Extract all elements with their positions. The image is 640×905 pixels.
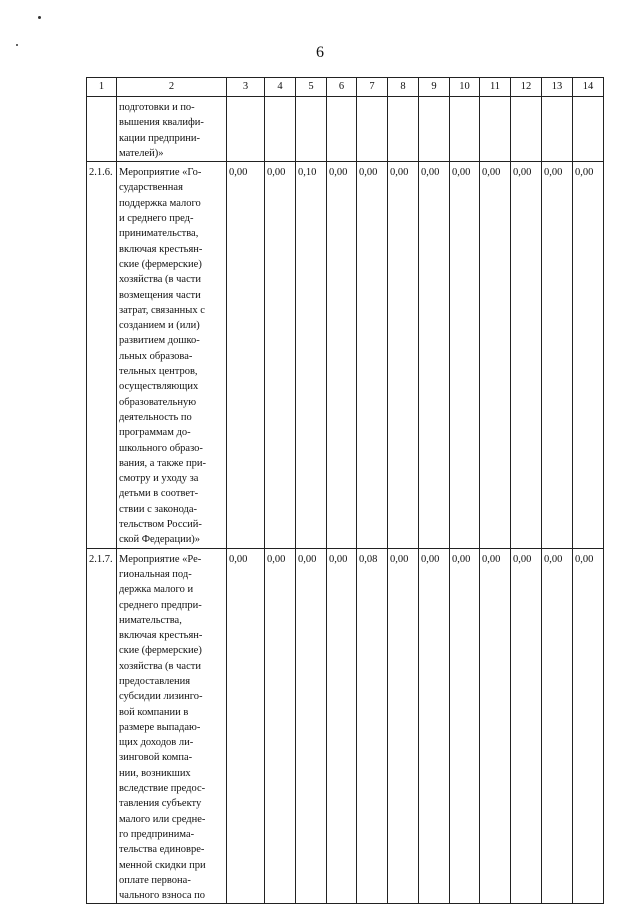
description-line: созданием и (или) xyxy=(119,320,200,332)
description-line: смотру и уходу за xyxy=(119,473,199,485)
value-cell: 0,00 xyxy=(450,548,480,904)
value-cell: 0,00 xyxy=(480,548,511,904)
description-line: Мероприятие «Го- xyxy=(119,167,202,179)
description-line: вой компании в xyxy=(119,706,189,718)
value-cell: 0,00 xyxy=(511,548,542,904)
description-line: предоставления xyxy=(119,675,191,687)
description-line: включая крестьян- xyxy=(119,243,203,255)
header-cell: 9 xyxy=(419,78,450,97)
description-line: ской Федерации)» xyxy=(119,534,201,546)
value-cell xyxy=(296,97,327,162)
description-line: тавления субъекту xyxy=(119,798,202,810)
description-line: тельных центров, xyxy=(119,366,198,378)
row-code: 2.1.7. xyxy=(87,548,117,904)
value-cell: 0,00 xyxy=(388,548,419,904)
value-cell xyxy=(480,97,511,162)
description-line: ские (фермерские) xyxy=(119,645,202,657)
value-cell xyxy=(265,97,296,162)
value-cell xyxy=(357,97,388,162)
value-cell: 0,00 xyxy=(296,548,327,904)
scan-speck-1 xyxy=(38,16,41,19)
description-line: вания, а также при- xyxy=(119,457,206,469)
description-line: принимательства, xyxy=(119,228,199,240)
description-line: тельством Россий- xyxy=(119,519,202,531)
header-cell: 10 xyxy=(450,78,480,97)
table-row xyxy=(87,97,604,162)
value-cell: 0,00 xyxy=(419,162,450,548)
description-line: программам до- xyxy=(119,427,191,439)
description-line: ствии с законода- xyxy=(119,503,198,515)
header-row xyxy=(87,78,604,97)
header-cell: 8 xyxy=(388,78,419,97)
header-cell: 14 xyxy=(573,78,604,97)
value-cell: 0,00 xyxy=(265,162,296,548)
description-line: нии, возникших xyxy=(119,767,191,779)
value-cell: 0,00 xyxy=(542,162,573,548)
header-cell: 2 xyxy=(117,78,227,97)
row-description xyxy=(117,162,227,548)
description-line: го предпринима- xyxy=(119,828,195,840)
header-cell: 6 xyxy=(327,78,357,97)
header-cell: 5 xyxy=(296,78,327,97)
description-line: возмещения части xyxy=(119,289,201,301)
value-cell: 0,00 xyxy=(388,162,419,548)
row-description xyxy=(117,97,227,162)
description-line: держка малого и xyxy=(119,584,194,596)
description-line: образовательную xyxy=(119,396,197,408)
value-cell: 0,00 xyxy=(542,548,573,904)
header-cell: 7 xyxy=(357,78,388,97)
value-cell: 0,00 xyxy=(419,548,450,904)
value-cell xyxy=(542,97,573,162)
header-cell: 3 xyxy=(227,78,265,97)
description-line: зинговой компа- xyxy=(119,752,193,764)
description-line: подготовки и по- xyxy=(119,102,195,113)
value-cell: 0,08 xyxy=(357,548,388,904)
value-cell: 0,00 xyxy=(480,162,511,548)
description-line: размере выпадаю- xyxy=(119,721,201,733)
description-line: чального взноса по xyxy=(119,890,206,902)
description-line: гиональная под- xyxy=(119,568,192,580)
description-line: среднего предпри- xyxy=(119,599,202,611)
description-line: вследствие предос- xyxy=(119,783,206,795)
value-cell: 0,00 xyxy=(265,548,296,904)
value-cell: 0,00 xyxy=(573,162,604,548)
value-cell xyxy=(227,97,265,162)
description-line: кации предприни- xyxy=(119,132,201,144)
description-line: Мероприятие «Ре- xyxy=(119,553,202,565)
value-cell xyxy=(573,97,604,162)
header-cell: 11 xyxy=(480,78,511,97)
value-cell: 0,00 xyxy=(327,162,357,548)
value-cell xyxy=(327,97,357,162)
header-cell: 13 xyxy=(542,78,573,97)
description-line: оплате первона- xyxy=(119,874,191,886)
description-line: щих доходов ли- xyxy=(119,737,194,749)
value-cell xyxy=(511,97,542,162)
header-cell: 1 xyxy=(87,78,117,97)
description-line: затрат, связанных с xyxy=(119,304,205,316)
description-line: менной скидки при xyxy=(119,859,206,871)
row-code xyxy=(87,97,117,162)
value-cell: 0,00 xyxy=(327,548,357,904)
description-line: мателей)» xyxy=(119,147,164,159)
description-line: осуществляющих xyxy=(119,381,199,393)
header-cell: 12 xyxy=(511,78,542,97)
value-cell: 0,00 xyxy=(573,548,604,904)
value-cell: 0,00 xyxy=(227,548,265,904)
description-line: включая крестьян- xyxy=(119,630,203,642)
description-line: льных образова- xyxy=(119,350,193,362)
value-cell: 0,00 xyxy=(227,162,265,548)
value-cell: 0,00 xyxy=(357,162,388,548)
description-line: ские (фермерские) xyxy=(119,258,202,270)
description-line: хозяйства (в части xyxy=(119,274,201,286)
description-line: хозяйства (в части xyxy=(119,660,201,672)
description-line: вышения квалифи- xyxy=(119,117,204,129)
value-cell xyxy=(419,97,450,162)
data-table xyxy=(86,77,604,904)
value-cell: 0,00 xyxy=(511,162,542,548)
description-line: тельства единовре- xyxy=(119,844,205,856)
value-cell xyxy=(450,97,480,162)
description-line: развитием дошко- xyxy=(119,335,200,347)
table-row xyxy=(87,162,604,548)
row-description xyxy=(117,548,227,904)
scan-speck-2 xyxy=(16,44,18,46)
page-number: 6 xyxy=(316,44,324,61)
description-line: школьного образо- xyxy=(119,442,203,454)
description-line: деятельность по xyxy=(119,411,192,423)
value-cell: 0,00 xyxy=(450,162,480,548)
description-line: малого или средне- xyxy=(119,813,206,825)
description-line: нимательства, xyxy=(119,614,182,626)
description-line: детьми в соответ- xyxy=(119,488,199,500)
description-line: сударственная xyxy=(119,182,183,194)
description-line: и среднего пред- xyxy=(119,213,194,225)
table-row xyxy=(87,548,604,904)
description-line: субсидии лизинго- xyxy=(119,691,203,703)
value-cell: 0,10 xyxy=(296,162,327,548)
row-code: 2.1.6. xyxy=(87,162,117,548)
value-cell xyxy=(388,97,419,162)
header-cell: 4 xyxy=(265,78,296,97)
description-line: поддержка малого xyxy=(119,197,201,209)
